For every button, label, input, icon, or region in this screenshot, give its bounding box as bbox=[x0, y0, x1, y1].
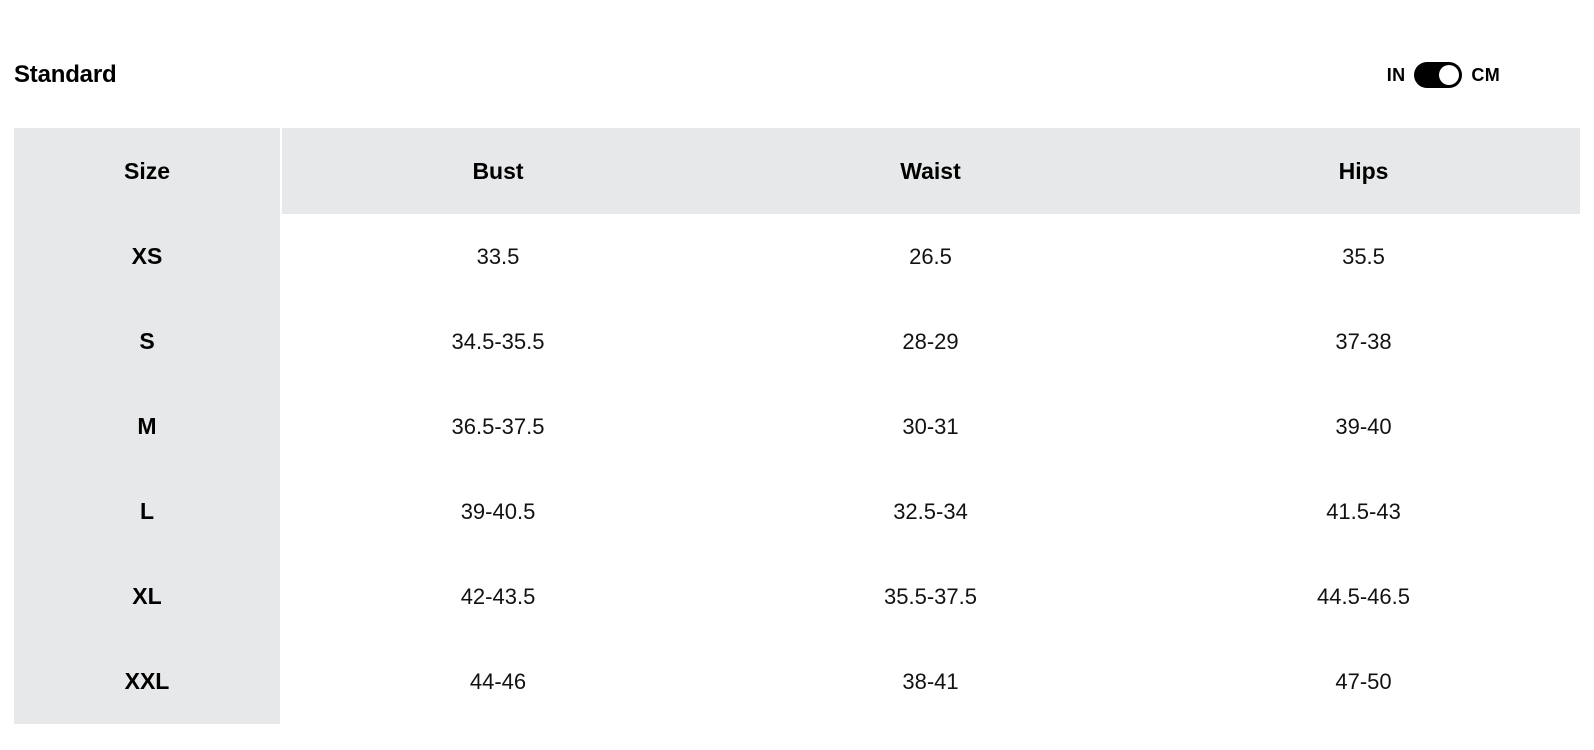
table-row bbox=[14, 639, 1580, 724]
unit-label-in[interactable]: IN bbox=[1386, 65, 1406, 85]
unit-toggle-switch[interactable] bbox=[1414, 62, 1462, 88]
cell-bust: 44-46 bbox=[281, 639, 714, 724]
table-row bbox=[14, 384, 1580, 469]
cell-waist: 35.5-37.5 bbox=[714, 554, 1147, 639]
table-row bbox=[14, 214, 1580, 299]
toggle-knob-icon bbox=[1439, 65, 1459, 85]
table-header bbox=[14, 128, 1580, 214]
cell-bust: 42-43.5 bbox=[281, 554, 714, 639]
cell-hips: 47-50 bbox=[1147, 639, 1580, 724]
table-body bbox=[14, 214, 1580, 724]
column-header-size: Size bbox=[14, 128, 281, 214]
row-size-label: S bbox=[14, 299, 281, 384]
unit-label-cm[interactable]: CM bbox=[1471, 65, 1500, 85]
size-chart-table bbox=[14, 128, 1580, 724]
row-size-label: M bbox=[14, 384, 281, 469]
row-size-label: XXL bbox=[14, 639, 281, 724]
cell-hips: 37-38 bbox=[1147, 299, 1580, 384]
cell-hips: 35.5 bbox=[1147, 214, 1580, 299]
cell-bust: 33.5 bbox=[281, 214, 714, 299]
unit-toggle[interactable] bbox=[1387, 62, 1580, 88]
cell-waist: 26.5 bbox=[714, 214, 1147, 299]
cell-hips: 44.5-46.5 bbox=[1147, 554, 1580, 639]
table-header-row bbox=[14, 128, 1580, 214]
cell-bust: 34.5-35.5 bbox=[281, 299, 714, 384]
cell-hips: 39-40 bbox=[1147, 384, 1580, 469]
column-header-hips: Hips bbox=[1147, 128, 1580, 214]
cell-bust: 39-40.5 bbox=[281, 469, 714, 554]
column-header-bust: Bust bbox=[281, 128, 714, 214]
cell-bust: 36.5-37.5 bbox=[281, 384, 714, 469]
table-row bbox=[14, 469, 1580, 554]
cell-waist: 38-41 bbox=[714, 639, 1147, 724]
cell-hips: 41.5-43 bbox=[1147, 469, 1580, 554]
row-size-label: XS bbox=[14, 214, 281, 299]
cell-waist: 32.5-34 bbox=[714, 469, 1147, 554]
row-size-label: L bbox=[14, 469, 281, 554]
cell-waist: 28-29 bbox=[714, 299, 1147, 384]
column-header-waist: Waist bbox=[714, 128, 1147, 214]
table-row bbox=[14, 299, 1580, 384]
table-row bbox=[14, 554, 1580, 639]
page-title: Standard bbox=[14, 61, 117, 88]
row-size-label: XL bbox=[14, 554, 281, 639]
chart-header bbox=[14, 52, 1580, 98]
cell-waist: 30-31 bbox=[714, 384, 1147, 469]
